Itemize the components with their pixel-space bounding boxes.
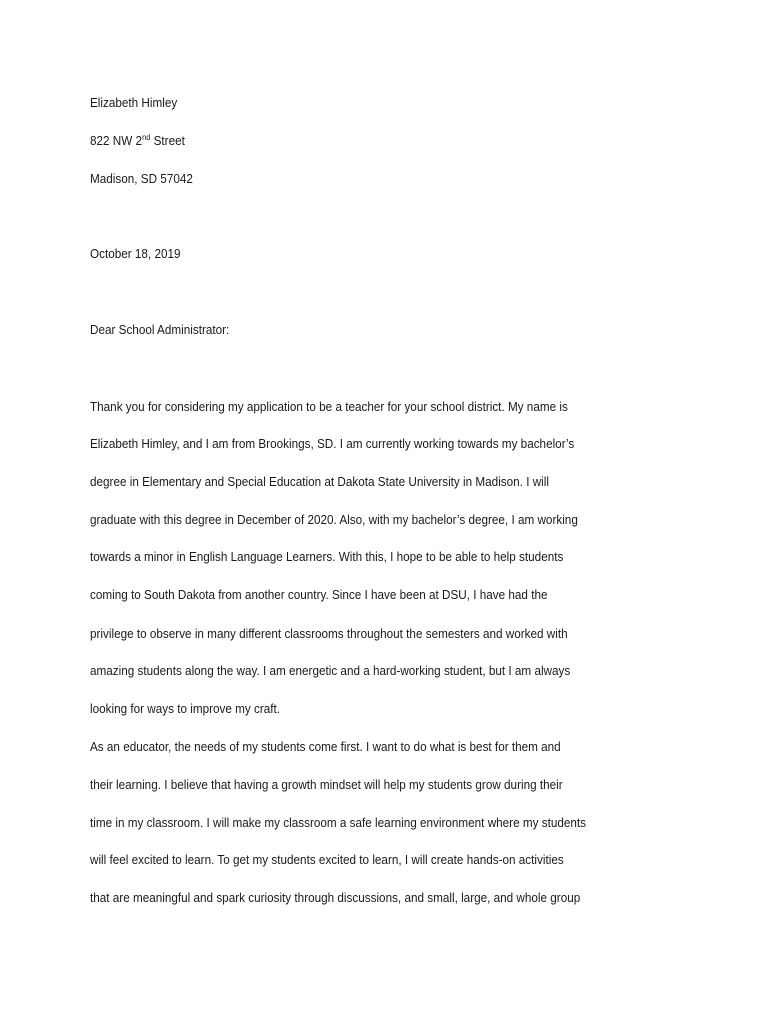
street-suffix: nd [142,133,151,142]
body-line: coming to South Dakota from another country. Since I have been at DSU, I have had the [90,588,548,602]
body-line: As an educator, the needs of my students come first. I want to do what is best for them and [90,740,561,754]
sender-street [90,133,185,149]
body-line: towards a minor in English Language Learners. With this, I hope to be able to help students [90,550,564,564]
body-line: Thank you for considering my application to be a teacher for your school district. My name is [90,400,568,414]
body-line: degree in Elementary and Special Education at Dakota State University in Madison. I will [90,475,549,489]
street-number: 822 NW 2 [90,134,143,148]
body-line: privilege to observe in many different classrooms throughout the semesters and worked with [90,627,568,641]
body-line: time in my classroom. I will make my classroom a safe learning environment where my students [90,816,586,830]
sender-name: Elizabeth Himley [90,96,178,110]
body-line: Elizabeth Himley, and I am from Brookings, SD. I am currently working towards my bachelor’s [90,437,575,451]
body-line: amazing students along the way. I am energetic and a hard-working student, but I am always [90,664,571,678]
body-line: their learning. I believe that having a growth mindset will help my students grow during their [90,778,563,792]
street-name: Street [153,134,185,148]
sender-city-line: Madison, SD 57042 [90,172,193,186]
letter-salutation: Dear School Administrator: [90,323,230,337]
body-line: that are meaningful and spark curiosity through discussions, and small, large, and whole group [90,891,581,905]
body-line: looking for ways to improve my craft. [90,702,281,716]
letter-date: October 18, 2019 [90,247,181,261]
body-line: will feel excited to learn. To get my students excited to learn, I will create hands-on activities [90,853,564,867]
body-line: graduate with this degree in December of 2020. Also, with my bachelor’s degree, I am working [90,513,578,527]
